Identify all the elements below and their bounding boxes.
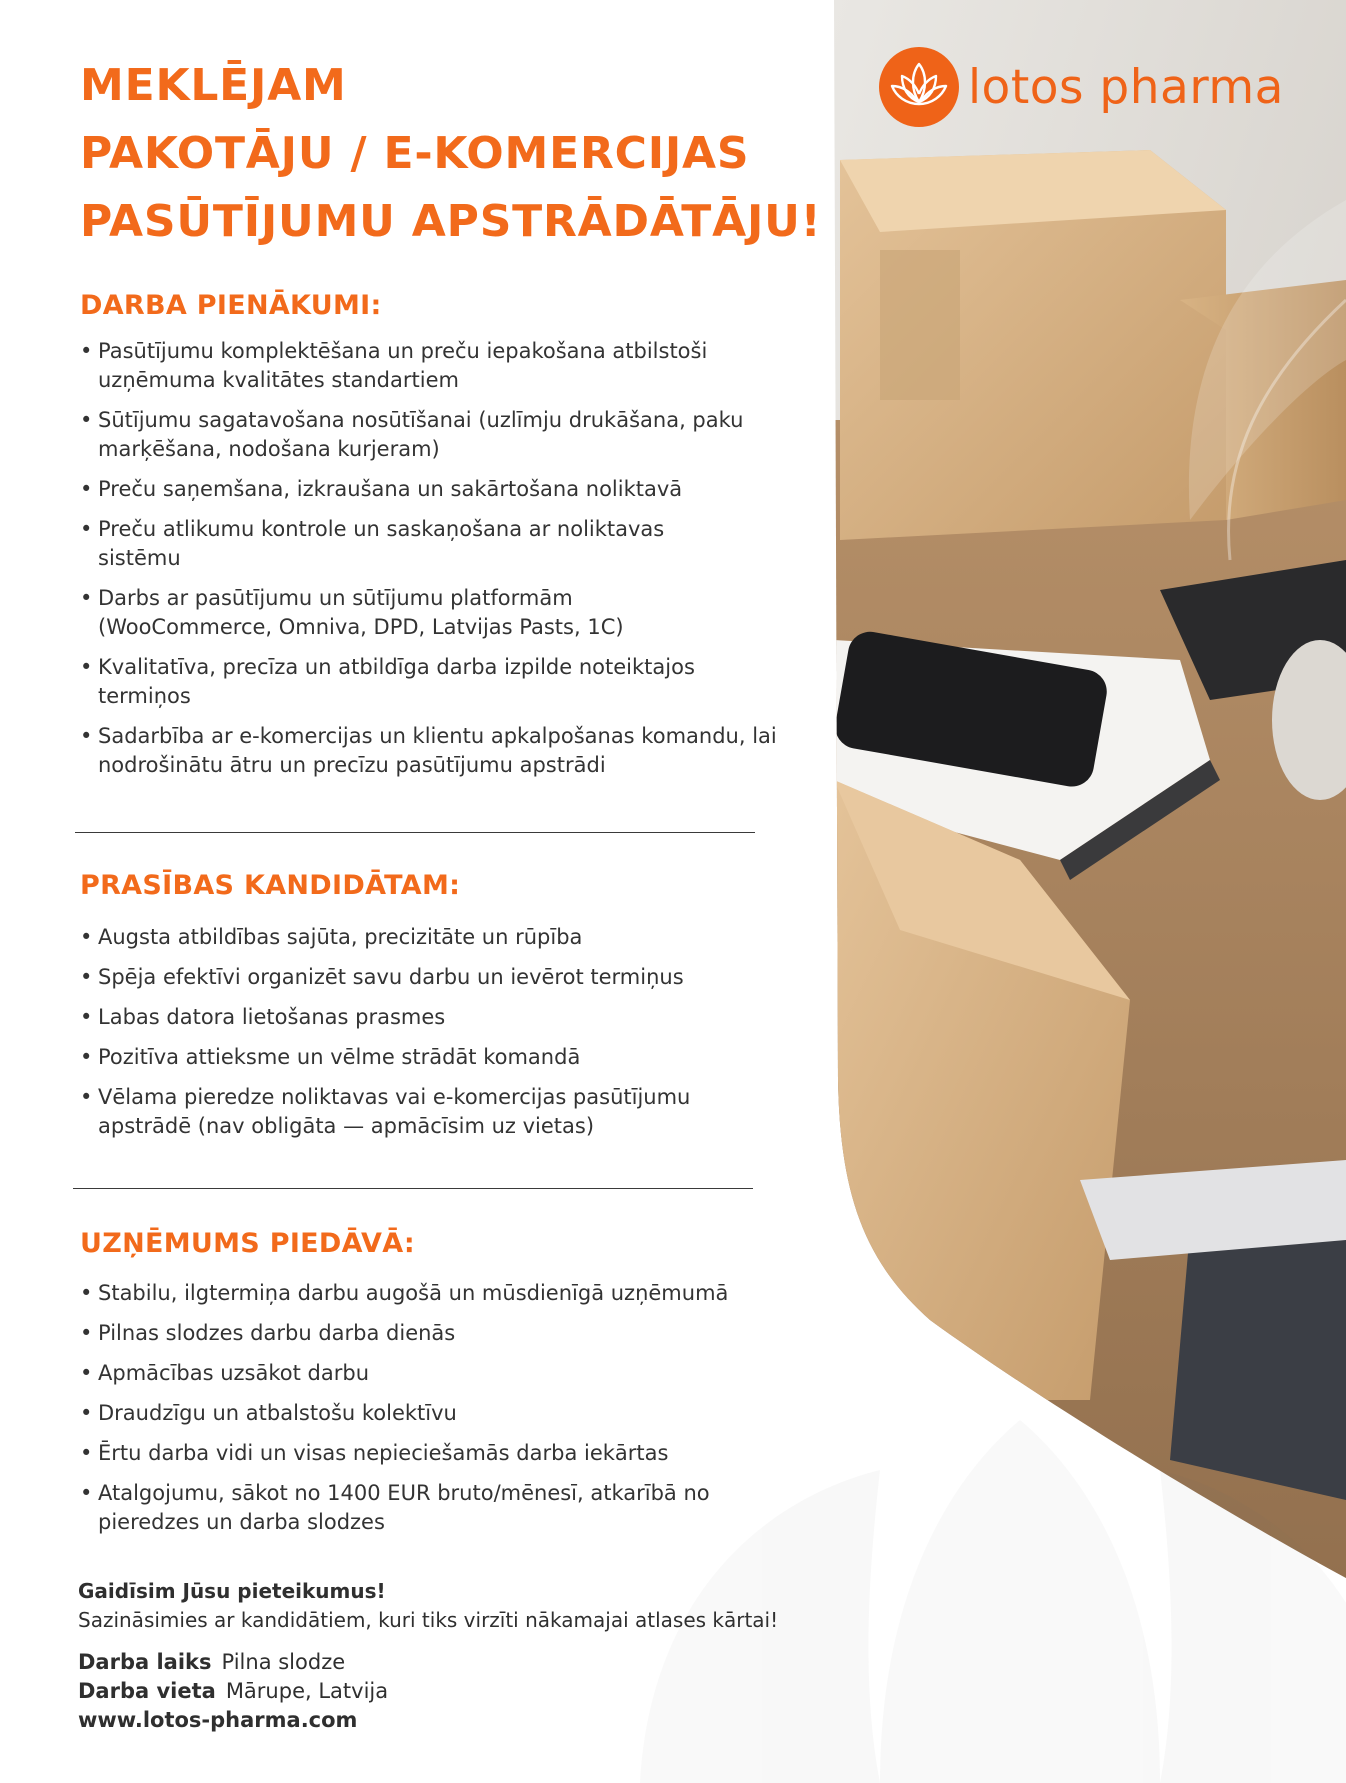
list-item: • Atalgojumu, sākot no 1400 EUR bruto/mēnesī, atkarībā no pieredzes un darba slodzes: [80, 1479, 760, 1537]
website-link[interactable]: www.lotos-pharma.com: [78, 1708, 358, 1732]
list-item: • Stabilu, ilgtermiņa darbu augošā un mūsdienīgā uzņēmumā: [80, 1279, 780, 1308]
title-line: PAKOTĀJU / E-KOMERCIJAS: [80, 128, 750, 179]
closing-line-2: Sazināsimies ar kandidātiem, kuri tiks virzīti nākamajai atlases kārtai!: [78, 1608, 779, 1632]
list-item: • Pasūtījumu komplektēšana un preču iepakošana atbilstoši uzņēmuma kvalitātes standartiem: [80, 337, 760, 395]
title-line: PASŪTĪJUMU APSTRĀDĀTĀJU!: [80, 196, 822, 247]
closing-text: [78, 1577, 778, 1635]
requirements-list: [80, 923, 780, 1152]
job-meta: [78, 1648, 388, 1735]
list-item: • Draudzīgu un atbalstošu kolektīvu: [80, 1399, 780, 1428]
list-item: • Labas datora lietošanas prasmes: [80, 1003, 780, 1032]
list-item: • Kvalitatīva, precīza un atbildīga darba izpilde noteiktajos termiņos: [80, 653, 740, 711]
list-item: • Apmācības uzsākot darbu: [80, 1359, 780, 1388]
list-item: • Darbs ar pasūtījumu un sūtījumu platformām (WooCommerce, Omniva, DPD, Latvijas Pasts, 1C): [80, 584, 700, 642]
lotus-icon: [878, 46, 960, 128]
work-time-value: Pilna slodze: [221, 1650, 346, 1674]
brand-logo: [878, 46, 1284, 128]
work-place-label: Darba vieta: [78, 1679, 216, 1703]
offer-heading: UZŅĒMUMS PIEDĀVĀ:: [80, 1228, 415, 1259]
divider: [75, 832, 755, 833]
title-line: MEKLĒJAM: [80, 60, 347, 111]
page-title: [80, 52, 822, 256]
closing-line-1: Gaidīsim Jūsu pieteikumus!: [78, 1579, 386, 1603]
list-item: • Preču atlikumu kontrole un saskaņošana ar noliktavas sistēmu: [80, 515, 720, 573]
list-item: • Pilnas slodzes darbu darba dienās: [80, 1319, 780, 1348]
list-item: • Sadarbība ar e-komercijas un klientu apkalpošanas komandu, lai nodrošinātu ātru un precīzu pasūtījumu apstrādi: [80, 722, 780, 780]
list-item: • Pozitīva attieksme un vēlme strādāt komandā: [80, 1043, 780, 1072]
list-item: • Ērtu darba vidi un visas nepieciešamās darba iekārtas: [80, 1439, 780, 1468]
list-item: • Spēja efektīvi organizēt savu darbu un ievērot termiņus: [80, 963, 780, 992]
list-item: • Augsta atbildības sajūta, precizitāte un rūpība: [80, 923, 780, 952]
brand-name: lotos pharma: [968, 59, 1284, 115]
work-time-row: [78, 1648, 388, 1677]
work-time-label: Darba laiks: [78, 1650, 212, 1674]
work-place-value: Mārupe, Latvija: [225, 1679, 389, 1703]
list-item: • Vēlama pieredze noliktavas vai e-komercijas pasūtījumu apstrādē (nav obligāta — apmācīsim uz vietas): [80, 1083, 730, 1141]
duties-heading: DARBA PIENĀKUMI:: [80, 290, 382, 321]
offer-list: [80, 1279, 780, 1548]
list-item: • Sūtījumu sagatavošana nosūtīšanai (uzlīmju drukāšana, paku marķēšana, nodošana kurjeram): [80, 406, 780, 464]
divider: [73, 1188, 753, 1189]
requirements-heading: PRASĪBAS KANDIDĀTAM:: [80, 870, 461, 901]
duties-list: [80, 337, 780, 791]
list-item: • Preču saņemšana, izkraušana un sakārtošana noliktavā: [80, 475, 780, 504]
work-place-row: [78, 1677, 388, 1706]
